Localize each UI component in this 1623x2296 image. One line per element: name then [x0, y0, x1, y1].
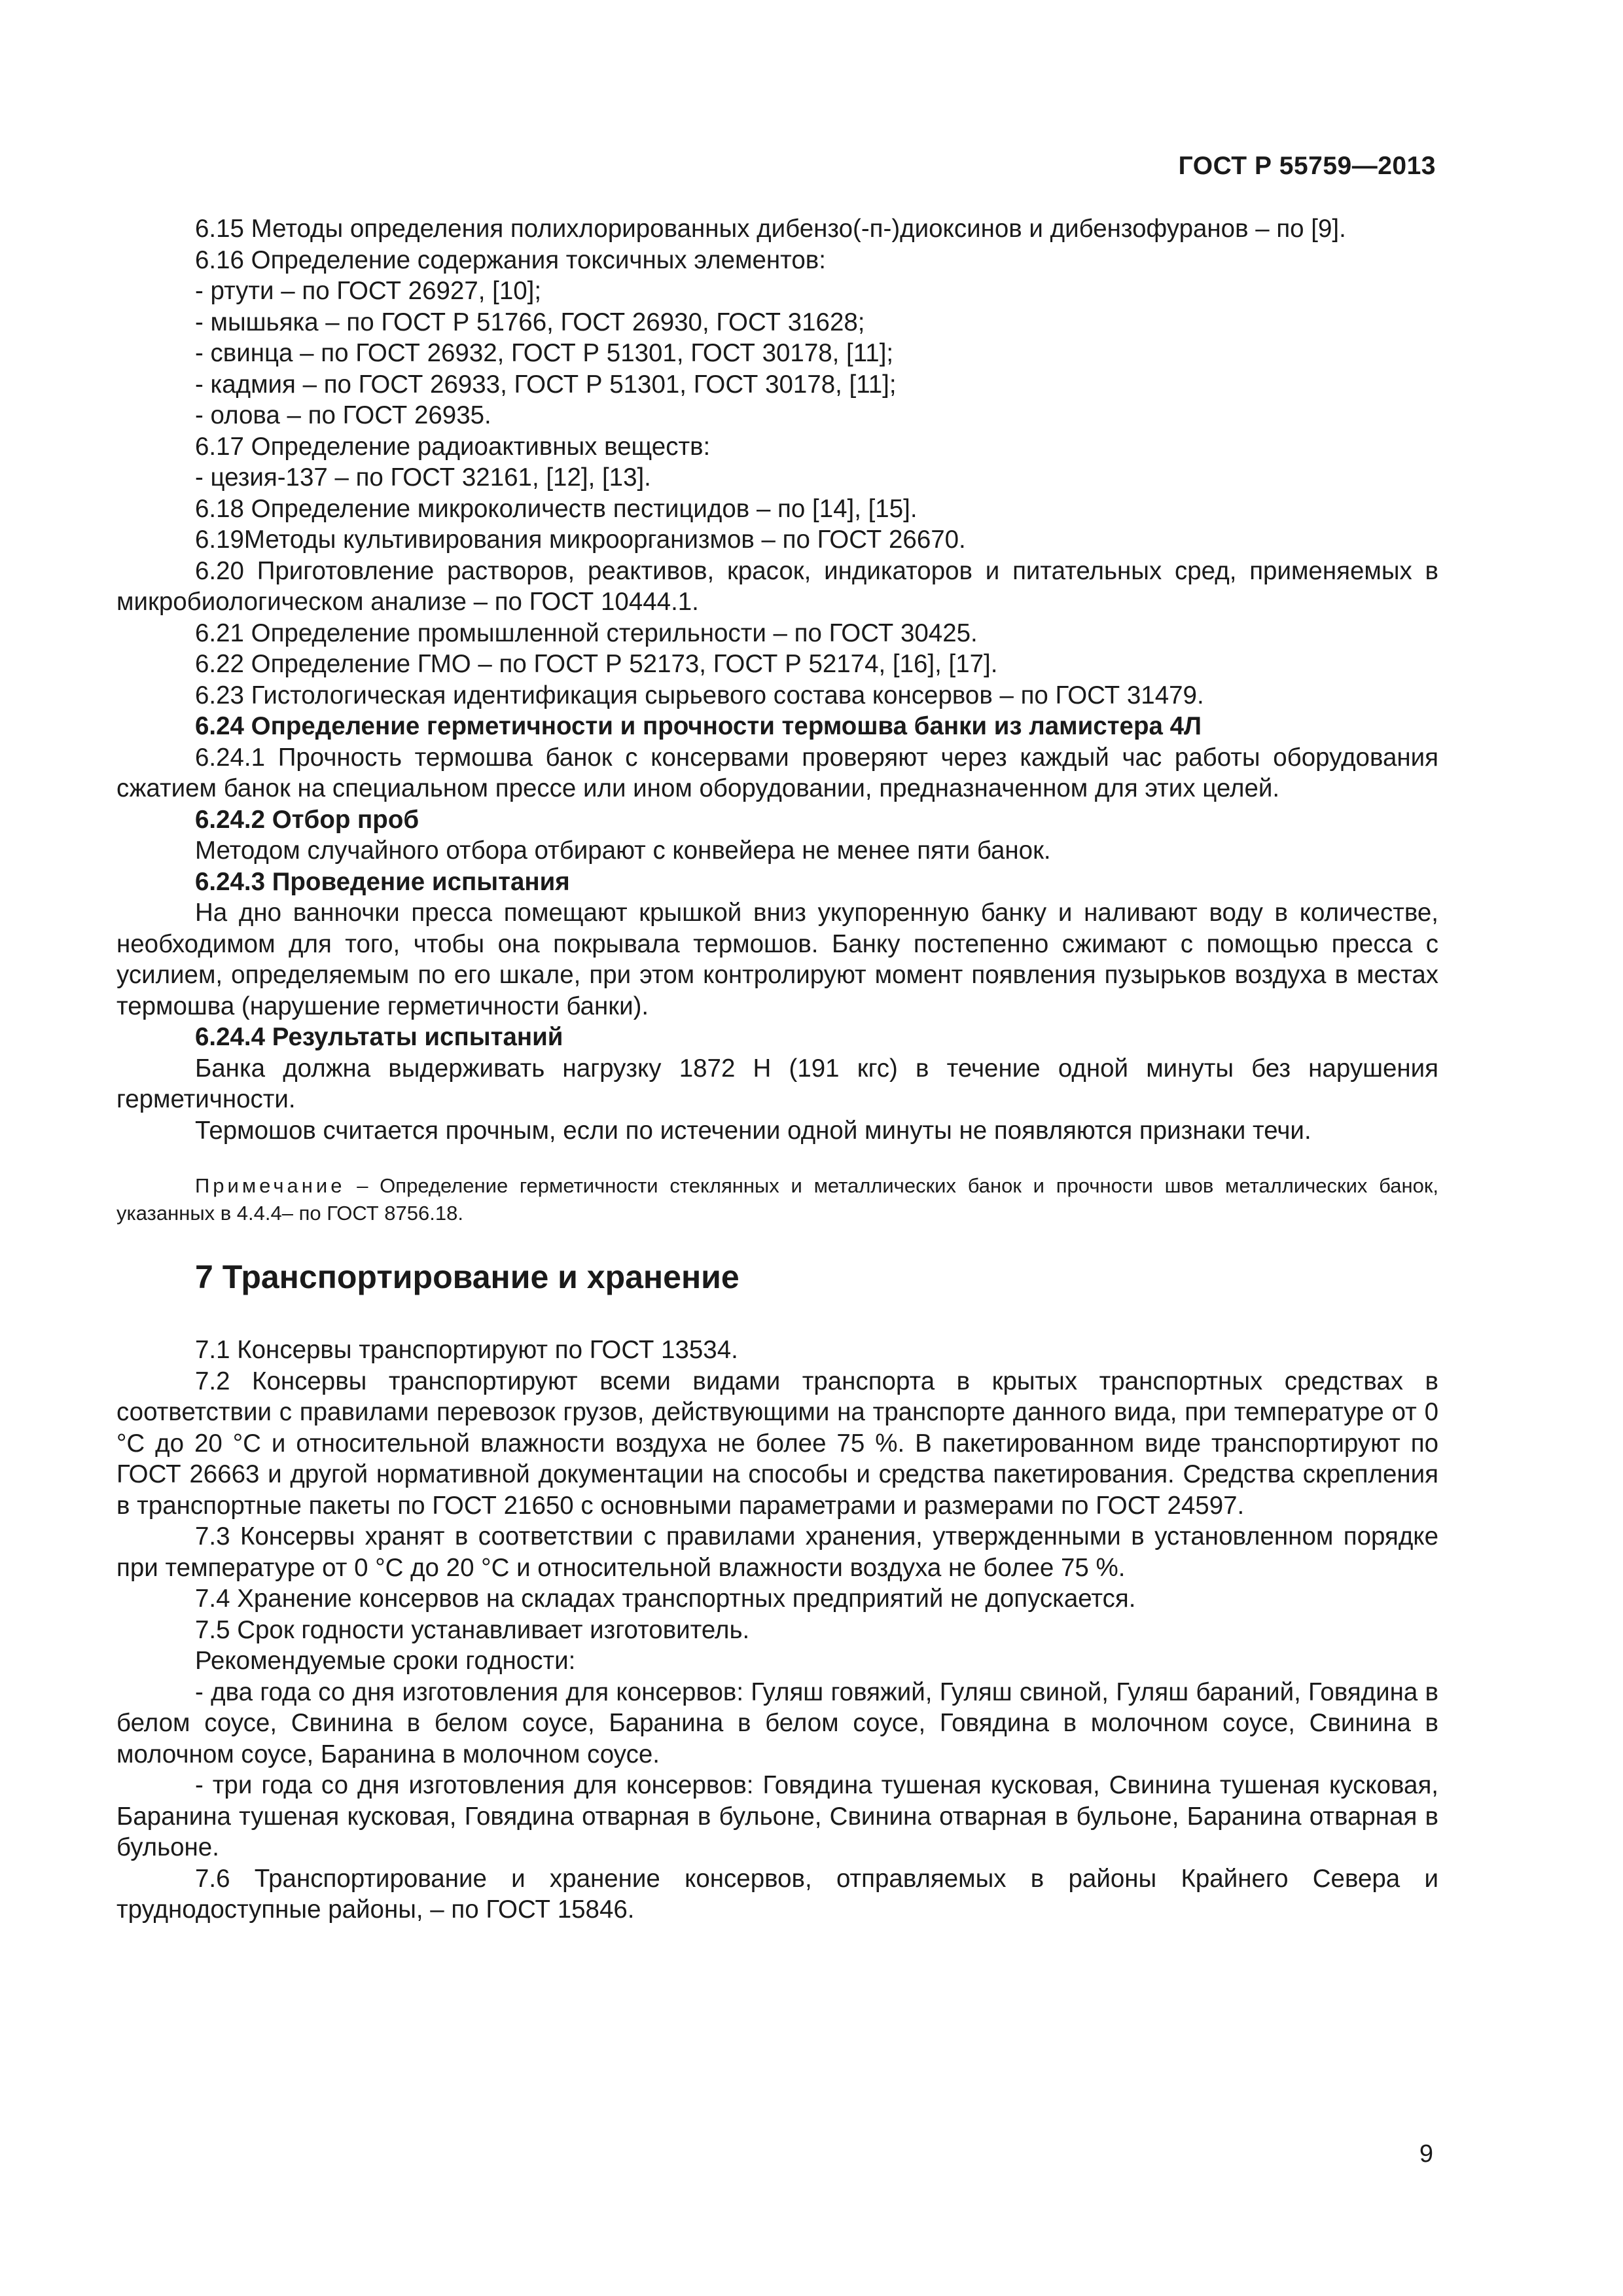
list-item-lead: - свинца – по ГОСТ 26932, ГОСТ Р 51301, ГОСТ 30178, [11]; — [195, 339, 894, 367]
clause-6-24-4-heading: 6.24.4 Результаты испытаний — [195, 1023, 563, 1051]
clause-6-24-4-conclusion: Термошов считается прочным, если по истечении одной минуты не появляются признаки течи. — [195, 1116, 1311, 1145]
shelf-life-intro: Рекомендуемые сроки годности: — [195, 1647, 576, 1675]
shelf-life-two-years: - два года со дня изготовления для консервов: Гуляш говяжий, Гуляш свиной, Гуляш бараний, Говядина в белом соусе, Свинина в белом соусе, Баранина в белом соусе, Говядина в молочном соусе, Свинина в молочном соусе, Баранина в молочном соусе. — [116, 1677, 1438, 1768]
clause-7-4: 7.4 Хранение консервов на складах транспортных предприятий не допускается. — [195, 1585, 1136, 1613]
clause-6-19: 6.19Методы культивирования микроорганизмов – по ГОСТ 26670. — [195, 526, 966, 554]
clause-6-24-2-text: Методом случайного отбора отбирают с конвейера не менее пяти банок. — [195, 836, 1051, 865]
clause-7-1: 7.1 Консервы транспортируют по ГОСТ 13534. — [195, 1336, 738, 1364]
clause-6-21: 6.21 Определение промышленной стерильности – по ГОСТ 30425. — [195, 619, 978, 647]
note-label: Примечание — [195, 1174, 346, 1197]
clause-7-5: 7.5 Срок годности устанавливает изготовитель. — [195, 1615, 750, 1644]
clause-6-24-3-text: На дно ванночки пресса помещают крышкой вниз укупоренную банку и наливают воду в количестве, необходимом для того, чтобы она покрывала термошов. Банку постепенно сжимают с помощью пресса с усилием, определяемым по его шкале, при этом контролируют момент появления пузырьков воздуха в местах термошва (нарушение герметичности банки). — [116, 899, 1438, 1020]
clause-6-17: 6.17 Определение радиоактивных веществ: — [195, 432, 711, 461]
clause-6-20: 6.20 Приготовление растворов, реактивов, красок, индикаторов и питательных сред, применяемых в микробиологическом анализе – по ГОСТ 10444.1. — [116, 556, 1438, 616]
clause-6-24-heading: 6.24 Определение герметичности и прочности термошва банки из ламистера 4Л — [195, 712, 1202, 740]
list-item-cesium: - цезия-137 – по ГОСТ 32161, [12], [13]. — [195, 463, 651, 492]
clause-6-24-1: 6.24.1 Прочность термошва банок с консервами проверяют через каждый час работы оборудования сжатием банок на специальном прессе или ином оборудовании, предназначенном для этих целей. — [116, 743, 1438, 802]
list-item-mercury: - ртути – по ГОСТ 26927, [10]; — [195, 277, 542, 305]
clause-6-16: 6.16 Определение содержания токсичных элементов: — [195, 245, 826, 274]
list-item-tin: - олова – по ГОСТ 26935. — [195, 401, 491, 429]
spacer — [116, 1146, 1438, 1172]
clause-7-3: 7.3 Консервы хранят в соответствии с правилами хранения, утвержденными в установленном порядке при температуре от 0 °С до 20 °С и относительной влажности воздуха не более 75 %. — [116, 1522, 1438, 1582]
clause-6-24-3-heading: 6.24.3 Проведение испытания — [195, 867, 570, 896]
clause-6-24-2-heading: 6.24.2 Отбор проб — [195, 805, 419, 834]
document-body — [116, 213, 1438, 1926]
page-number: 9 — [1419, 2140, 1433, 2168]
list-item-arsenic: - мышьяка – по ГОСТ Р 51766, ГОСТ 26930, ГОСТ 31628; — [195, 308, 865, 336]
clause-7-6: 7.6 Транспортирование и хранение консервов, отправляемых в районы Крайнего Севера и труднодоступные районы, – по ГОСТ 15846. — [116, 1864, 1438, 1924]
clause-7-2: 7.2 Консервы транспортируют всеми видами транспорта в крытых транспортных средствах в соответствии с правилами перевозок грузов, действующими на транспорте данного вида, при температуре от 0 °С до 20 °С и относительной влажности воздуха не более 75 %. В пакетированном виде транспортируют по ГОСТ 26663 и другой нормативной документации на способы и средства пакетирования. Средства скрепления в транспортные пакеты по ГОСТ 21650 с основными параметрами и размерами по ГОСТ 24597. — [116, 1367, 1438, 1520]
section-7-clauses — [116, 1335, 1438, 1926]
clause-6-18: 6.18 Определение микроколичеств пестицидов – по [14], [15]. — [195, 494, 918, 523]
clause-6-23: 6.23 Гистологическая идентификация сырьевого состава консервов – по ГОСТ 31479. — [195, 681, 1204, 709]
list-item-cadmium: - кадмия – по ГОСТ 26933, ГОСТ Р 51301, ГОСТ 30178, [11]; — [195, 370, 897, 399]
section-7-heading: 7 Транспортирование и хранение — [195, 1259, 740, 1295]
shelf-life-three-years: - три года со дня изготовления для консервов: Говядина тушеная кусковая, Свинина тушеная кусковая, Баранина тушеная кусковая, Говядина отварная в бульоне, Свинина отварная в бульоне, Баранина отварная в бульоне. — [116, 1771, 1438, 1861]
section-6-clauses — [116, 213, 1438, 1146]
clause-6-15: 6.15 Методы определения полихлорированных дибензо(-п-)диоксинов и дибензофуранов – по [9]. — [195, 215, 1346, 243]
clause-6-22: 6.22 Определение ГМО – по ГОСТ Р 52173, ГОСТ Р 52174, [16], [17]. — [195, 650, 998, 678]
note — [116, 1172, 1438, 1227]
standard-designation: ГОСТ Р 55759—2013 — [1178, 152, 1436, 180]
note-text: – Определение герметичности стеклянных и металлических банок и прочности швов металлических банок, указанных в 4.4.4– по ГОСТ 8756.18. — [116, 1174, 1438, 1225]
clause-6-24-4-text: Банка должна выдерживать нагрузку 1872 Н (191 кгс) в течение одной минуты без нарушения герметичности. — [116, 1054, 1438, 1113]
